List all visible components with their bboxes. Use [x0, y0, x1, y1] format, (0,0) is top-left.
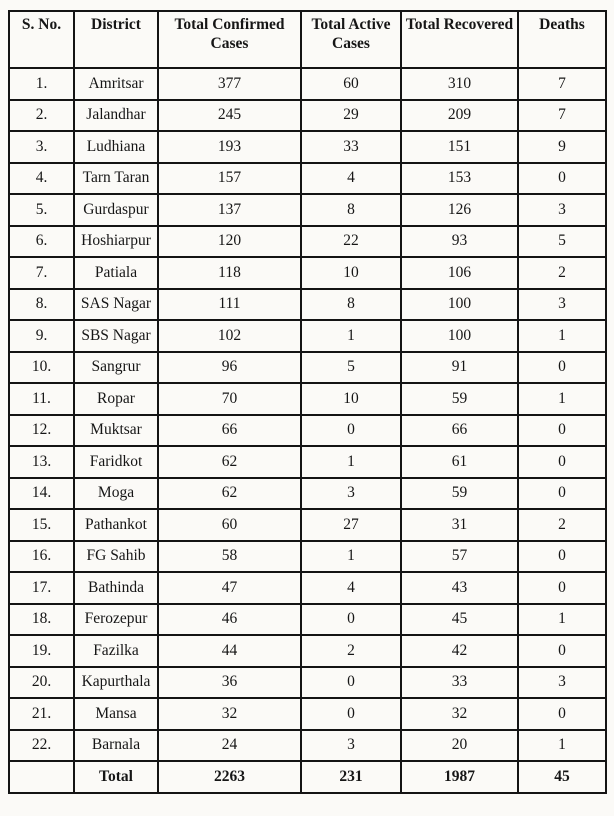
total-cell: Total	[74, 761, 158, 793]
total-row	[9, 761, 606, 793]
table-cell: 10.	[9, 352, 74, 384]
table-cell: 1	[518, 730, 606, 762]
table-cell: 32	[401, 698, 518, 730]
table-cell: 14.	[9, 478, 74, 510]
table-cell: Barnala	[74, 730, 158, 762]
table-cell: 20	[401, 730, 518, 762]
table-cell: 4.	[9, 163, 74, 195]
table-cell: 11.	[9, 383, 74, 415]
table-row	[9, 572, 606, 604]
table-cell: 9	[518, 131, 606, 163]
table-cell: 46	[158, 604, 301, 636]
table-cell: 10	[301, 383, 401, 415]
table-cell: 310	[401, 68, 518, 100]
table-cell: 1	[301, 446, 401, 478]
table-cell: 377	[158, 68, 301, 100]
table-cell: 93	[401, 226, 518, 258]
column-header: Deaths	[518, 11, 606, 68]
table-cell: 7.	[9, 257, 74, 289]
table-cell: 3	[301, 478, 401, 510]
column-header: Total Recovered	[401, 11, 518, 68]
table-cell: 0	[518, 352, 606, 384]
table-cell: Moga	[74, 478, 158, 510]
table-cell: Fazilka	[74, 635, 158, 667]
table-cell: 102	[158, 320, 301, 352]
table-cell: 45	[401, 604, 518, 636]
total-cell: 2263	[158, 761, 301, 793]
table-cell: Muktsar	[74, 415, 158, 447]
table-cell: 0	[518, 478, 606, 510]
table-cell: 8	[301, 289, 401, 321]
table-row	[9, 541, 606, 573]
total-cell: 231	[301, 761, 401, 793]
table-cell: 66	[158, 415, 301, 447]
table-cell: 16.	[9, 541, 74, 573]
table-cell: 153	[401, 163, 518, 195]
table-row	[9, 509, 606, 541]
table-cell: 100	[401, 289, 518, 321]
table-cell: 106	[401, 257, 518, 289]
table-cell: 32	[158, 698, 301, 730]
table-cell: 1	[518, 383, 606, 415]
table-cell: 7	[518, 68, 606, 100]
table-cell: 22.	[9, 730, 74, 762]
table-cell: 1	[301, 320, 401, 352]
table-cell: 24	[158, 730, 301, 762]
table-cell: 245	[158, 100, 301, 132]
table-cell: 3	[518, 194, 606, 226]
table-cell: 15.	[9, 509, 74, 541]
table-cell: 1.	[9, 68, 74, 100]
table-row	[9, 68, 606, 100]
table-cell: 8.	[9, 289, 74, 321]
table-cell: 100	[401, 320, 518, 352]
table-cell: 36	[158, 667, 301, 699]
table-row	[9, 163, 606, 195]
table-cell: 59	[401, 383, 518, 415]
table-cell: 13.	[9, 446, 74, 478]
table-cell: 0	[301, 415, 401, 447]
table-cell: Bathinda	[74, 572, 158, 604]
table-cell: 0	[301, 698, 401, 730]
table-cell: 3.	[9, 131, 74, 163]
total-cell: 45	[518, 761, 606, 793]
table-cell: 137	[158, 194, 301, 226]
table-row	[9, 478, 606, 510]
table-cell: 157	[158, 163, 301, 195]
table-cell: 0	[518, 415, 606, 447]
table-cell: 33	[401, 667, 518, 699]
table-cell: Kapurthala	[74, 667, 158, 699]
table-cell: Ludhiana	[74, 131, 158, 163]
column-header: District	[74, 11, 158, 68]
table-row	[9, 730, 606, 762]
table-row	[9, 131, 606, 163]
table-cell: 1	[518, 604, 606, 636]
table-cell: 2	[518, 257, 606, 289]
table-cell: SBS Nagar	[74, 320, 158, 352]
table-cell: 10	[301, 257, 401, 289]
table-cell: 20.	[9, 667, 74, 699]
table-cell: Ropar	[74, 383, 158, 415]
table-cell: 61	[401, 446, 518, 478]
table-cell: 5.	[9, 194, 74, 226]
table-row	[9, 635, 606, 667]
table-cell: 2.	[9, 100, 74, 132]
table-row	[9, 667, 606, 699]
table-row	[9, 446, 606, 478]
table-cell: Jalandhar	[74, 100, 158, 132]
table-cell: Ferozepur	[74, 604, 158, 636]
table-cell: 0	[518, 635, 606, 667]
table-row	[9, 289, 606, 321]
table-row	[9, 320, 606, 352]
column-header: Total Confirmed Cases	[158, 11, 301, 68]
table-cell: 59	[401, 478, 518, 510]
table-cell: 2	[301, 635, 401, 667]
table-cell: 60	[301, 68, 401, 100]
table-cell: 7	[518, 100, 606, 132]
table-cell: 209	[401, 100, 518, 132]
table-cell: 5	[301, 352, 401, 384]
table-cell: 0	[518, 163, 606, 195]
table-cell: SAS Nagar	[74, 289, 158, 321]
table-body	[9, 68, 606, 793]
table-cell: 47	[158, 572, 301, 604]
table-cell: 60	[158, 509, 301, 541]
table-cell: 44	[158, 635, 301, 667]
table-cell: 9.	[9, 320, 74, 352]
table-cell: Sangrur	[74, 352, 158, 384]
table-cell: 0	[518, 446, 606, 478]
column-header: Total Active Cases	[301, 11, 401, 68]
table-cell: Faridkot	[74, 446, 158, 478]
table-cell: 3	[518, 289, 606, 321]
table-cell: 58	[158, 541, 301, 573]
table-cell: Amritsar	[74, 68, 158, 100]
table-cell: 43	[401, 572, 518, 604]
table-cell: 0	[518, 572, 606, 604]
table-row	[9, 226, 606, 258]
table-cell: 0	[518, 541, 606, 573]
table-row	[9, 257, 606, 289]
table-cell: 120	[158, 226, 301, 258]
table-cell: Pathankot	[74, 509, 158, 541]
table-row	[9, 352, 606, 384]
table-cell: 21.	[9, 698, 74, 730]
table-cell: 118	[158, 257, 301, 289]
table-header	[9, 11, 606, 68]
table-cell: 17.	[9, 572, 74, 604]
table-cell: 33	[301, 131, 401, 163]
table-cell: 42	[401, 635, 518, 667]
total-cell: 1987	[401, 761, 518, 793]
table-row	[9, 100, 606, 132]
table-cell: 18.	[9, 604, 74, 636]
table-cell: 62	[158, 446, 301, 478]
table-row	[9, 415, 606, 447]
table-cell: 4	[301, 572, 401, 604]
table-cell: 27	[301, 509, 401, 541]
table-cell: 193	[158, 131, 301, 163]
table-cell: 66	[401, 415, 518, 447]
table-cell: 0	[301, 604, 401, 636]
table-cell: 19.	[9, 635, 74, 667]
table-cell: 70	[158, 383, 301, 415]
header-row	[9, 11, 606, 68]
table-cell: 111	[158, 289, 301, 321]
table-cell: 1	[518, 320, 606, 352]
covid-district-table	[8, 10, 607, 794]
table-cell: 5	[518, 226, 606, 258]
table-cell: Tarn Taran	[74, 163, 158, 195]
column-header: S. No.	[9, 11, 74, 68]
table-cell: Hoshiarpur	[74, 226, 158, 258]
table-cell: 6.	[9, 226, 74, 258]
table-cell: 1	[301, 541, 401, 573]
table-cell: FG Sahib	[74, 541, 158, 573]
table-cell: Mansa	[74, 698, 158, 730]
table-cell: 62	[158, 478, 301, 510]
table-row	[9, 194, 606, 226]
table-cell: 3	[518, 667, 606, 699]
table-cell: 126	[401, 194, 518, 226]
total-cell	[9, 761, 74, 793]
table-cell: 151	[401, 131, 518, 163]
table-row	[9, 698, 606, 730]
table-cell: Gurdaspur	[74, 194, 158, 226]
table-row	[9, 604, 606, 636]
table-cell: 4	[301, 163, 401, 195]
table-cell: 96	[158, 352, 301, 384]
table-cell: 12.	[9, 415, 74, 447]
table-cell: 31	[401, 509, 518, 541]
table-cell: 0	[518, 698, 606, 730]
table-cell: 91	[401, 352, 518, 384]
table-cell: 0	[301, 667, 401, 699]
table-row	[9, 383, 606, 415]
table-cell: 57	[401, 541, 518, 573]
table-cell: 29	[301, 100, 401, 132]
table-cell: Patiala	[74, 257, 158, 289]
table-cell: 8	[301, 194, 401, 226]
table-cell: 22	[301, 226, 401, 258]
table-cell: 2	[518, 509, 606, 541]
table-cell: 3	[301, 730, 401, 762]
